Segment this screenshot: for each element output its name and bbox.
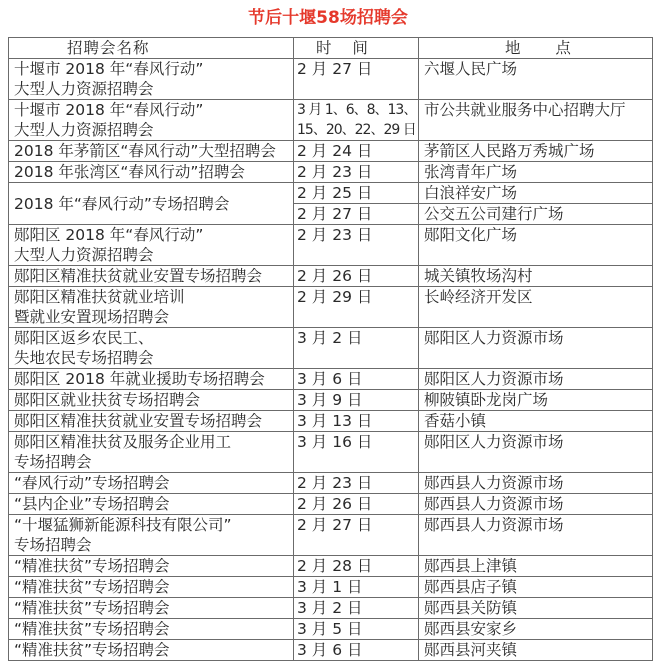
table-row bbox=[9, 287, 653, 328]
fair-date-cell: 3 月 16 日 bbox=[294, 432, 419, 473]
fair-name-cell: 郧阳区精准扶贫就业培训 暨就业安置现场招聘会 bbox=[9, 287, 294, 328]
fair-date-cell: 3 月 2 日 bbox=[294, 328, 419, 369]
fair-date-cell: 3 月 13 日 bbox=[294, 411, 419, 432]
fair-date-cell: 2 月 27 日 bbox=[294, 59, 419, 100]
table-row bbox=[9, 141, 653, 162]
table-row bbox=[9, 225, 653, 266]
fair-date-cell: 2 月 27 日 bbox=[294, 515, 419, 556]
fair-date-cell: 2 月 23 日 bbox=[294, 162, 419, 183]
fair-date-cell: 3 月 1、6、8、13、 15、20、22、29 日 bbox=[294, 100, 419, 141]
fair-venue-cell: 茅箭区人民路万秀城广场 bbox=[419, 141, 653, 162]
fair-date-cell: 3 月 6 日 bbox=[294, 369, 419, 390]
table-row bbox=[9, 577, 653, 598]
fair-name-cell: 郧阳区精准扶贫就业安置专场招聘会 bbox=[9, 266, 294, 287]
fair-name-cell: “精准扶贫”专场招聘会 bbox=[9, 598, 294, 619]
fair-name-cell: “精准扶贫”专场招聘会 bbox=[9, 640, 294, 661]
fair-venue-cell: 郧阳区人力资源市场 bbox=[419, 369, 653, 390]
fair-date-cell: 3 月 6 日 bbox=[294, 640, 419, 661]
header-venue: 地 点 bbox=[419, 38, 653, 59]
fair-name-cell: 郧阳区精准扶贫及服务企业用工 专场招聘会 bbox=[9, 432, 294, 473]
fair-venue-cell: 郧西县店子镇 bbox=[419, 577, 653, 598]
fair-date-cell: 3 月 5 日 bbox=[294, 619, 419, 640]
fair-name-cell: 2018 年茅箭区“春风行动”大型招聘会 bbox=[9, 141, 294, 162]
table-row bbox=[9, 515, 653, 556]
fair-name-cell: 十堰市 2018 年“春风行动” 大型人力资源招聘会 bbox=[9, 59, 294, 100]
fair-name-cell: 郧阳区 2018 年“春风行动” 大型人力资源招聘会 bbox=[9, 225, 294, 266]
fair-venue-cell: 长岭经济开发区 bbox=[419, 287, 653, 328]
table-row bbox=[9, 266, 653, 287]
fair-venue-cell: 白浪祥安广场 bbox=[419, 183, 653, 204]
fair-name-cell: 2018 年“春风行动”专场招聘会 bbox=[9, 183, 294, 225]
table-row bbox=[9, 432, 653, 473]
fair-name-cell: 郧阳区就业扶贫专场招聘会 bbox=[9, 390, 294, 411]
table-row bbox=[9, 598, 653, 619]
fair-date-cell: 2 月 24 日 bbox=[294, 141, 419, 162]
fair-name-cell: “春风行动”专场招聘会 bbox=[9, 473, 294, 494]
fair-venue-cell: 城关镇牧场沟村 bbox=[419, 266, 653, 287]
fair-venue-cell: 张湾青年广场 bbox=[419, 162, 653, 183]
fair-date-cell: 3 月 2 日 bbox=[294, 598, 419, 619]
fair-venue-cell: 郧阳区人力资源市场 bbox=[419, 432, 653, 473]
fair-date-cell: 2 月 28 日 bbox=[294, 556, 419, 577]
fair-name-cell: “县内企业”专场招聘会 bbox=[9, 494, 294, 515]
table-row bbox=[9, 59, 653, 100]
table-row bbox=[9, 411, 653, 432]
table-row bbox=[9, 494, 653, 515]
fair-name-cell: “精准扶贫”专场招聘会 bbox=[9, 619, 294, 640]
fair-venue-cell: 郧西县关防镇 bbox=[419, 598, 653, 619]
fair-venue-cell: 郧西县人力资源市场 bbox=[419, 473, 653, 494]
fair-venue-cell: 郧西县人力资源市场 bbox=[419, 515, 653, 556]
table-row bbox=[9, 100, 653, 141]
fair-venue-cell: 柳陂镇卧龙岗广场 bbox=[419, 390, 653, 411]
fair-name-cell: “十堰猛狮新能源科技有限公司” 专场招聘会 bbox=[9, 515, 294, 556]
fair-venue-cell: 市公共就业服务中心招聘大厅 bbox=[419, 100, 653, 141]
table-row bbox=[9, 162, 653, 183]
fair-venue-cell: 郧阳文化广场 bbox=[419, 225, 653, 266]
header-date: 时 间 bbox=[294, 38, 419, 59]
table-row bbox=[9, 640, 653, 661]
fair-date-cell: 2 月 25 日 bbox=[294, 183, 419, 204]
table-row bbox=[9, 369, 653, 390]
fair-date-cell: 2 月 23 日 bbox=[294, 225, 419, 266]
fair-date-cell: 3 月 9 日 bbox=[294, 390, 419, 411]
fair-name-cell: “精准扶贫”专场招聘会 bbox=[9, 556, 294, 577]
header-fair-name: 招聘会名称 bbox=[9, 38, 294, 59]
fair-venue-cell: 郧西县人力资源市场 bbox=[419, 494, 653, 515]
fair-venue-cell: 六堰人民广场 bbox=[419, 59, 653, 100]
table-row bbox=[9, 328, 653, 369]
fair-venue-cell: 郧西县上津镇 bbox=[419, 556, 653, 577]
fair-date-cell: 2 月 27 日 bbox=[294, 204, 419, 225]
table-row bbox=[9, 390, 653, 411]
table-row bbox=[9, 183, 653, 204]
fair-name-cell: 十堰市 2018 年“春风行动” 大型人力资源招聘会 bbox=[9, 100, 294, 141]
fair-venue-cell: 郧西县安家乡 bbox=[419, 619, 653, 640]
table-row bbox=[9, 473, 653, 494]
fair-name-cell: 2018 年张湾区“春风行动”招聘会 bbox=[9, 162, 294, 183]
fair-date-cell: 3 月 1 日 bbox=[294, 577, 419, 598]
job-fair-table bbox=[8, 37, 653, 661]
fair-venue-cell: 郧西县河夹镇 bbox=[419, 640, 653, 661]
fair-venue-cell: 郧阳区人力资源市场 bbox=[419, 328, 653, 369]
fair-name-cell: “精准扶贫”专场招聘会 bbox=[9, 577, 294, 598]
fair-name-cell: 郧阳区 2018 年就业援助专场招聘会 bbox=[9, 369, 294, 390]
fair-date-cell: 2 月 23 日 bbox=[294, 473, 419, 494]
page-title: 节后十堰58场招聘会 bbox=[248, 8, 408, 28]
fair-venue-cell: 香菇小镇 bbox=[419, 411, 653, 432]
table-row bbox=[9, 556, 653, 577]
fair-name-cell: 郧阳区精准扶贫就业安置专场招聘会 bbox=[9, 411, 294, 432]
fair-date-cell: 2 月 26 日 bbox=[294, 266, 419, 287]
fair-date-cell: 2 月 29 日 bbox=[294, 287, 419, 328]
table-row bbox=[9, 619, 653, 640]
fair-date-cell: 2 月 26 日 bbox=[294, 494, 419, 515]
fair-name-cell: 郧阳区返乡农民工、 失地农民专场招聘会 bbox=[9, 328, 294, 369]
table-header-row bbox=[9, 38, 653, 59]
fair-venue-cell: 公交五公司建行广场 bbox=[419, 204, 653, 225]
